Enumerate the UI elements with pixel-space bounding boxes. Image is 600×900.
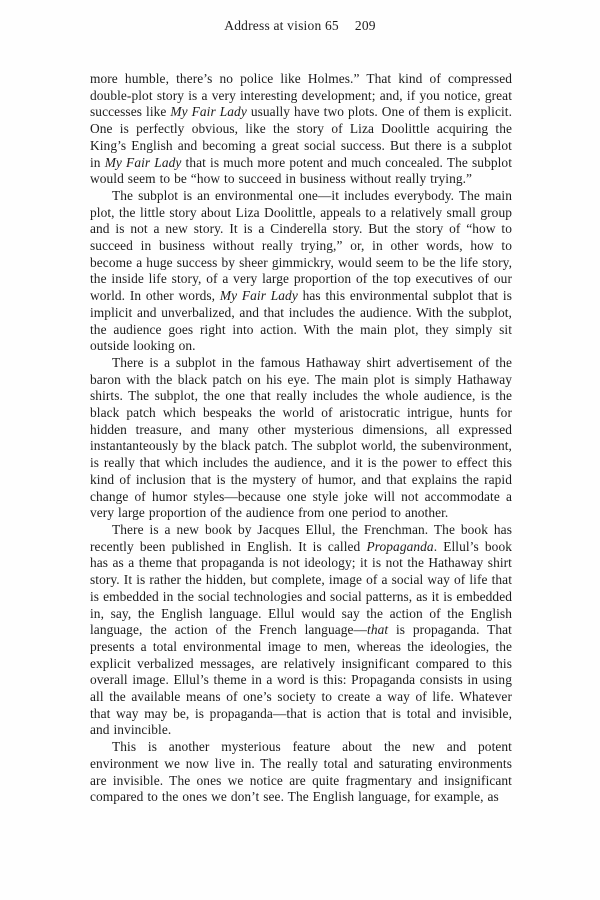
running-head-title: Address at vision 65 [224,18,339,33]
page-number: 209 [354,18,376,33]
paragraph: This is another mysterious feature about the new and potent environment we now live in. The really total and saturating environments are invisible. The ones we notice are quite fragmentary and insignificant compared to the ones we don’t see. The English language, for example, as [90,739,512,805]
page-body [90,71,512,806]
paragraph: There is a new book by Jacques Ellul, the Frenchman. The book has recently been published in English. It is called Propaganda. Ellul’s book has as a theme that propaganda is not ideology; it is not the Hathaway shirt story. It is rather the hidden, but complete, image of a social way of life that is embedded in the social technologies and social patterns, as it is embedded in, say, the English language. Ellul would say the action of the English language, the action of the French language—that is propaganda. That presents a total environmental image to men, whereas the ideologies, the explicit verbalized messages, are relatively insignificant compared to this overall image. Ellul’s theme in a word is this: Propaganda consists in using all the available means of one’s society to create a way of life. Whatever that way may be, is propaganda—that is action that is total and invisible, and invincible. [90,521,512,738]
paragraph: more humble, there’s no police like Holmes.” That kind of compressed double-plot story is a very interesting development; and, if you notice, great successes like My Fair Lady usually have two plots. One of them is explicit. One is perfectly obvious, like the story of Liza Doolittle acquiring the King’s English and becoming a great social success. But there is a subplot in My Fair Lady that is much more potent and much concealed. The subplot would seem to be “how to succeed in business without really trying.” [90,71,512,187]
page-header [0,18,600,34]
italic-text: My Fair Lady [104,154,182,170]
italic-text: My Fair Lady [170,104,247,120]
italic-text: Propaganda [366,538,434,554]
italic-text: that [367,622,389,638]
paragraph: The subplot is an environmental one—it includes everybody. The main plot, the little story about Liza Doolittle, appeals to a relatively small group and is not a new story. It is a Cinderella story. But the story of “how to succeed in business without really trying,” or, in other words, how to become a huge success by sheer gimmickry, would seem to be the life story, the inside life story, of a very large proportion of the top executives of our world. In other words, My Fair Lady has this environmental subplot that is implicit and unverbalized, and that includes the audience. With the subplot, the audience goes right into action. With the main plot, they simply sit outside looking on. [90,187,512,354]
italic-text: My Fair Lady [219,288,298,304]
paragraph: There is a subplot in the famous Hathaway shirt advertisement of the baron with the black patch on his eye. The main plot is simply Hathaway shirts. The subplot, the one that really includes the whole audience, is the black patch which bespeaks the world of aristocratic intrigue, hunts for hidden treasure, and many other mysterious dimensions, all expressed instantanteously by the black patch. The subplot world, the subenvironment, is really that which includes the audience, and it is the power to effect this kind of inclusion that is the mystery of humor, and that explains the rapid change of humor styles—because one style joke will not accommodate a very large proportion of the audience from one period to another. [90,354,512,521]
